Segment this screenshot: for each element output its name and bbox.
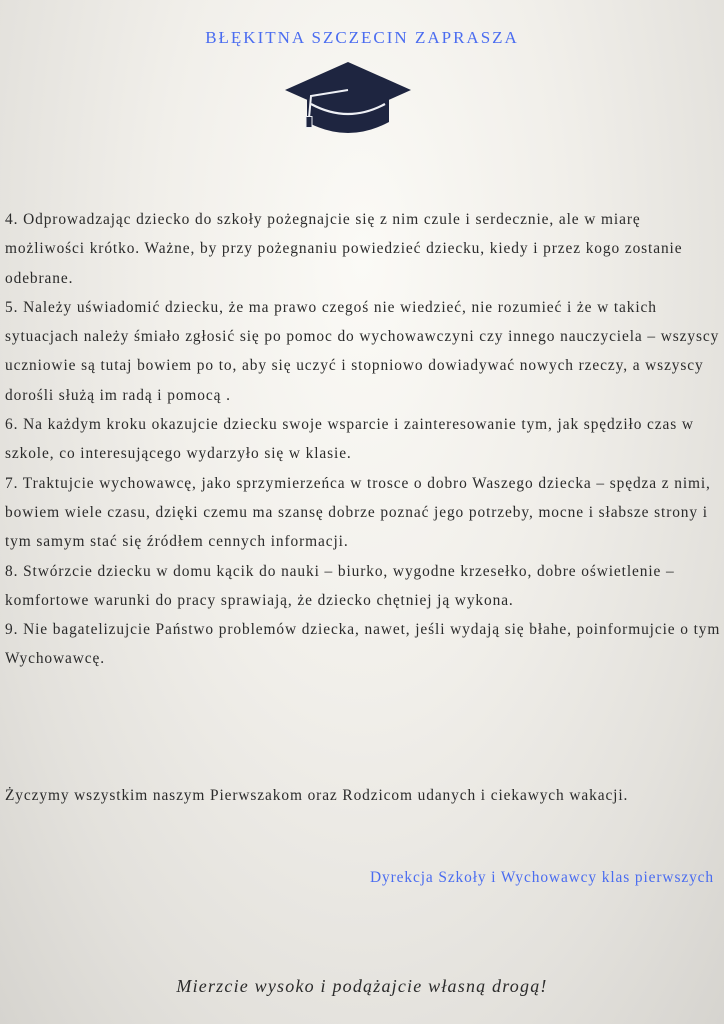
graduation-cap-icon (283, 60, 413, 142)
paragraph: 9. Nie bagatelizujcie Państwo problemów dziecka, nawet, jeśli wydają się błahe, poinformujcie o tym Wychowawcę. (5, 621, 721, 668)
motto: Mierzcie wysoko i podążajcie własną drogą! (176, 976, 548, 996)
paragraph: 5. Należy uświadomić dziecku, że ma prawo czegoś nie wiedzieć, nie rozumieć i że w takich sytuacjach należy śmiało zgłosić się po pomoc do wychowawczyni czy innego nauczyciela – wszyscy uczniowie są tutaj bowiem po to, aby się uczyć i stopniowo dowiadywać nowych rzeczy, a wszyscy dorośli służą im radą i pomocą . (5, 298, 720, 404)
signature: Dyrekcja Szkoły i Wychowawcy klas pierwszych (370, 869, 714, 886)
page-title: BŁĘKITNA SZCZECIN ZAPRASZA (205, 28, 519, 47)
paragraph: 6. Na każdym kroku okazujcie dziecku swoje wsparcie i zainteresowanie tym, jak spędziło czas w szkole, co interesującego wydarzyło się w klasie. (5, 416, 694, 463)
closing-text: Życzymy wszystkim naszym Pierwszakom oraz Rodzicom udanych i ciekawych wakacji. (5, 787, 629, 804)
paragraph: 4. Odprowadzając dziecko do szkoły pożegnajcie się z nim czule i serdecznie, ale w miarę możliwości krótko. Ważne, by przy pożegnaniu powiedzieć dziecku, kiedy i przez kogo zostanie odebrane. (5, 211, 683, 287)
body-text (5, 205, 721, 674)
paragraph: 7. Traktujcie wychowawcę, jako sprzymierzeńca w trosce o dobro Waszego dziecka – spędza z nimi, bowiem wiele czasu, dzięki czemu ma szansę dobrze poznać jego potrzeby, mocne i słabsze strony i tym samym stać się źródłem cennych informacji. (5, 474, 711, 551)
paragraph: 8. Stwórzcie dziecku w domu kącik do nauki – biurko, wygodne krzesełko, dobre oświetlenie – komfortowe warunki do pracy sprawiają, że dziecko chętniej ją wykona. (5, 562, 675, 609)
